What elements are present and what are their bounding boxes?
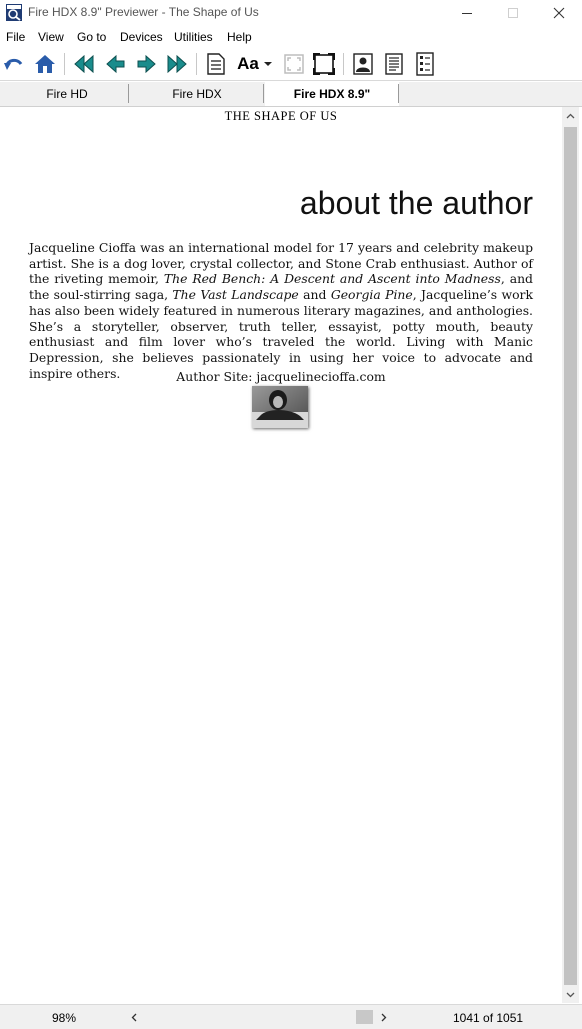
- home-icon: [34, 54, 56, 74]
- bio-text: , Jacqueline’s work has also been widely featured in numerous literary magazines, and anthologies. She’s a storyteller, observer, truth teller, essayist, potty mouth, beauty enthusiast and film lover who’s traveled the world. Living with Manic Depression, she believes passionately in using her voice to advocate and inspire others.: [29, 287, 533, 381]
- fullscreen-button[interactable]: [311, 51, 337, 77]
- first-page-button[interactable]: [71, 51, 97, 77]
- book-page: [0, 107, 562, 1003]
- toolbar-separator: [196, 53, 197, 75]
- page-slider-right-button[interactable]: [378, 1010, 390, 1024]
- window-title: Fire HDX 8.9" Previewer - The Shape of Us: [28, 5, 259, 19]
- close-button[interactable]: [536, 0, 582, 26]
- toolbar: [0, 48, 582, 81]
- page-slider-left-button[interactable]: [128, 1010, 140, 1024]
- chevron-down-icon: [263, 60, 273, 68]
- chevron-down-icon: [566, 992, 575, 998]
- chapter-title: about the author: [299, 185, 533, 221]
- next-page-button[interactable]: [133, 51, 159, 77]
- close-icon: [553, 7, 565, 19]
- bio-text: and: [298, 287, 331, 303]
- fit-page-button[interactable]: [281, 51, 307, 77]
- chevron-right-icon: [381, 1013, 387, 1022]
- page-count: 1041 of 1051: [453, 1011, 524, 1025]
- menu-bar: [0, 28, 582, 47]
- fit-frame-icon: [283, 53, 305, 75]
- author-photo: [252, 386, 308, 428]
- device-tabs: [0, 82, 582, 107]
- minimize-button[interactable]: [444, 0, 490, 26]
- undo-arrow-icon: [3, 54, 25, 74]
- skip-forward-icon: [166, 54, 188, 74]
- home-button[interactable]: [32, 51, 58, 77]
- back-history-button[interactable]: [2, 51, 26, 77]
- scroll-thumb[interactable]: [564, 127, 577, 985]
- code-page-icon: [415, 52, 435, 76]
- arrow-left-icon: [106, 54, 126, 74]
- tab-fire-hd[interactable]: Fire HD: [46, 87, 88, 101]
- tab-divider: [128, 84, 129, 103]
- scroll-down-button[interactable]: [562, 986, 579, 1003]
- book-title-vast-landscape: The Vast Landscape: [172, 287, 299, 303]
- chevron-up-icon: [566, 113, 575, 119]
- page-slider-thumb[interactable]: [356, 1010, 373, 1024]
- font-settings-button[interactable]: [234, 51, 276, 77]
- table-of-contents-button[interactable]: [203, 51, 229, 77]
- app-icon: [6, 4, 22, 21]
- font-button-label: Aa: [237, 54, 259, 73]
- vertical-scrollbar[interactable]: [562, 107, 579, 1003]
- zoom-level: 98%: [52, 1011, 77, 1025]
- book-title-georgia-pine: Georgia Pine: [330, 287, 413, 303]
- author-site-link[interactable]: Author Site: jacquelinecioffa.com: [176, 369, 386, 384]
- menu-devices[interactable]: Devices: [120, 30, 163, 44]
- source-view-button[interactable]: [412, 51, 438, 77]
- book-view-button[interactable]: [381, 51, 407, 77]
- cover-view-button[interactable]: [350, 51, 376, 77]
- menu-utilities[interactable]: Utilities: [174, 30, 213, 44]
- toolbar-separator: [64, 53, 65, 75]
- menu-help[interactable]: Help: [227, 30, 252, 44]
- menu-goto[interactable]: Go to: [77, 30, 107, 44]
- title-bar: [0, 0, 582, 26]
- tab-divider: [263, 84, 264, 103]
- book-title-red-bench: The Red Bench: A Descent and Ascent into Madness: [163, 271, 501, 287]
- arrow-right-icon: [136, 54, 156, 74]
- status-bar: [0, 1004, 582, 1029]
- toolbar-separator: [343, 53, 344, 75]
- previous-page-button[interactable]: [103, 51, 129, 77]
- chevron-left-icon: [131, 1013, 137, 1022]
- page-lines-icon: [384, 53, 404, 75]
- bio-text: Jacqueline Cioffa was an international model for 17 years and celebrity makeup artist. She is a dog lover, crystal collector, and Stone Crab enthusiast. Author of the riveting memoir,: [29, 240, 533, 287]
- maximize-button[interactable]: [490, 0, 536, 26]
- skip-back-icon: [73, 54, 95, 74]
- maximize-icon: [507, 7, 519, 19]
- tab-fire-hdx[interactable]: Fire HDX: [172, 87, 222, 101]
- tab-fire-hdx-8-9[interactable]: Fire HDX 8.9": [265, 82, 399, 106]
- last-page-button[interactable]: [164, 51, 190, 77]
- scroll-up-button[interactable]: [562, 107, 579, 124]
- document-icon: [205, 53, 227, 75]
- author-bio: [29, 240, 533, 381]
- portrait-icon: [353, 53, 373, 75]
- menu-view[interactable]: View: [38, 30, 64, 44]
- minimize-icon: [461, 7, 473, 19]
- running-head: THE SHAPE OF US: [224, 109, 338, 123]
- fullscreen-icon: [313, 53, 335, 75]
- tab-divider: [398, 84, 399, 103]
- menu-file[interactable]: File: [6, 30, 26, 44]
- bio-text: , and the soul-stirring saga,: [29, 271, 533, 303]
